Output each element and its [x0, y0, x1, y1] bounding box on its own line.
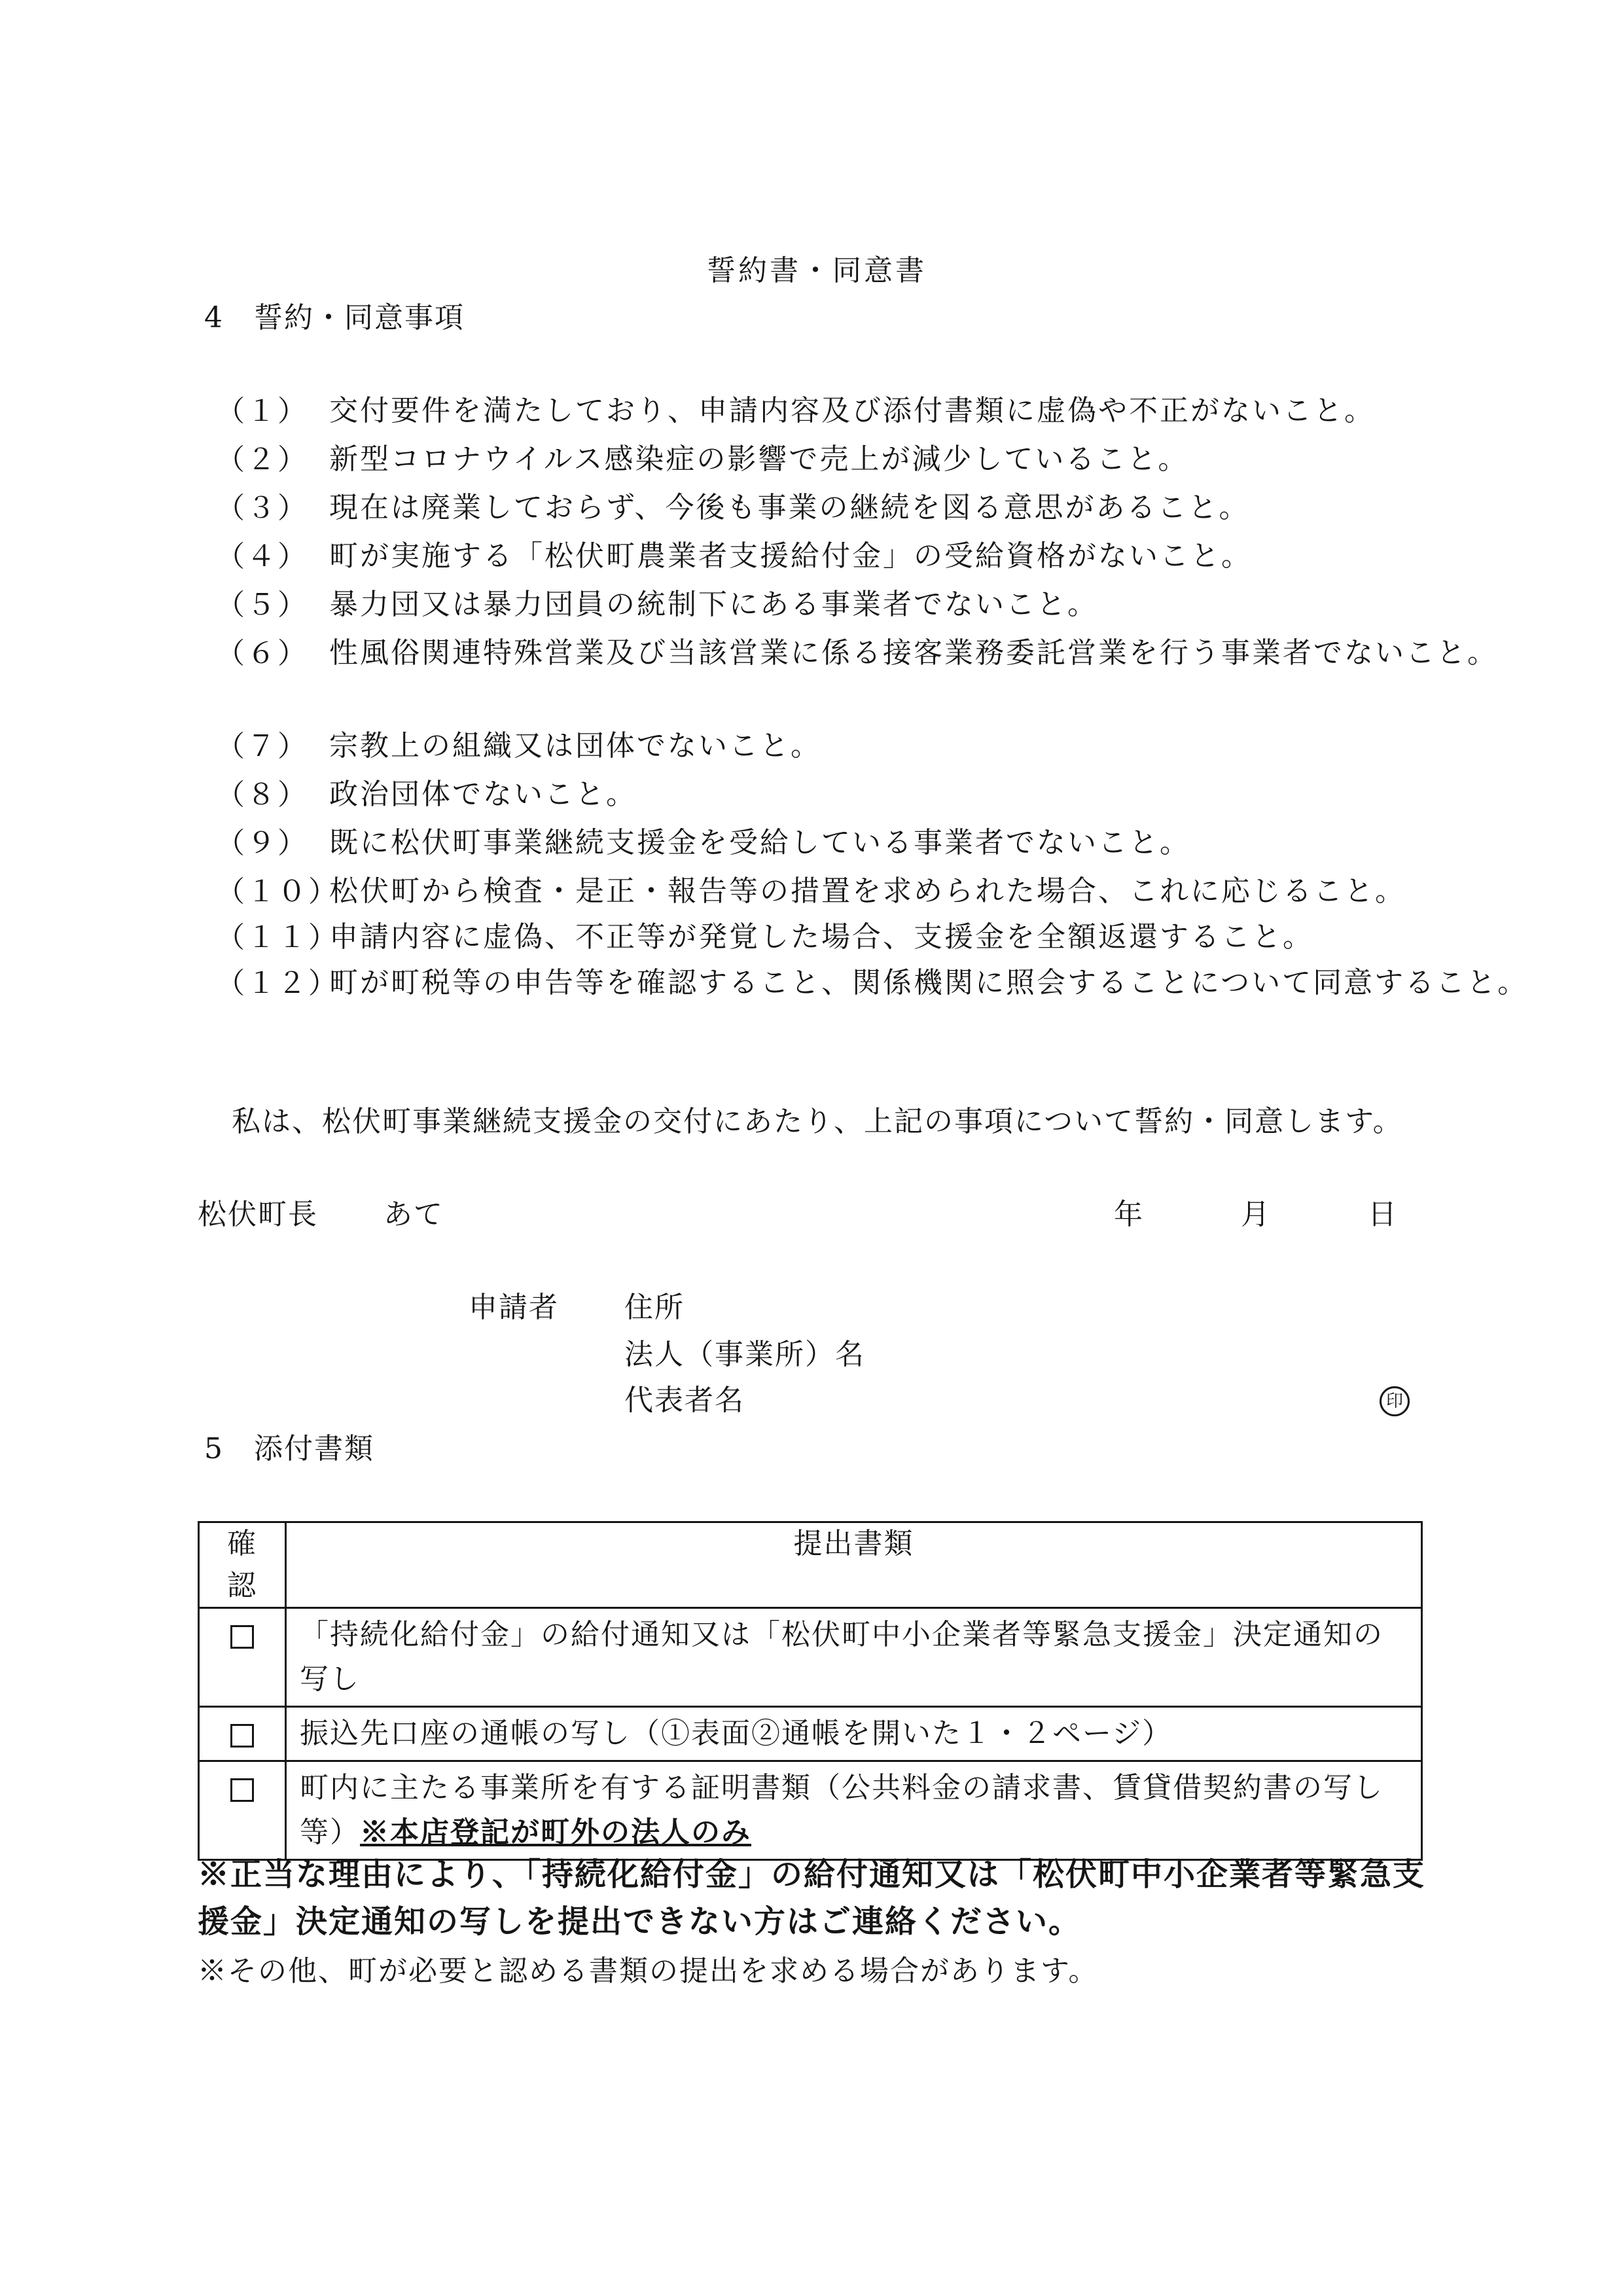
document-cell — [286, 1608, 1422, 1707]
pledge-item-text: 町が町税等の申告等を確認すること、関係機関に照会することについて同意すること。 — [329, 966, 1529, 999]
check-column-header: 確認 — [199, 1522, 286, 1608]
checkbox[interactable] — [230, 1724, 254, 1748]
pledge-item-number: （１２） — [216, 967, 339, 1000]
document-text: 振込先口座の通帳の写し（①表面②通帳を開いた１・２ページ） — [300, 1717, 1173, 1750]
checkbox-cell — [199, 1761, 286, 1860]
document-cell — [286, 1761, 1422, 1860]
pledge-item-text: 現在は廃業しておらず、今後も事業の継続を図る意思があること。 — [329, 491, 1250, 524]
declaration-text: 私は、松伏町事業継続支援金の交付にあたり、上記の事項について誓約・同意します。 — [232, 1105, 1403, 1138]
pledge-item-text: 既に松伏町事業継続支援金を受給している事業者でないこと。 — [329, 826, 1190, 859]
additional-notice: ※その他、町が必要と認める書類の提出を求める場合があります。 — [198, 1954, 1099, 1988]
pledge-item-text: 申請内容に虚偽、不正等が発覚した場合、支援金を全額返還すること。 — [329, 920, 1313, 954]
pledge-item-number: （２） — [216, 443, 308, 476]
pledge-item-number: （６） — [216, 637, 308, 670]
pledge-item-number: （１） — [216, 395, 308, 428]
checkbox[interactable] — [230, 1778, 254, 1802]
pledge-item-text: 交付要件を満たしており、申請内容及び添付書類に虚偽や不正がないこと。 — [329, 394, 1375, 427]
attachments-table — [198, 1521, 1423, 1861]
addressee — [198, 1198, 444, 1232]
document-text: 町内に主たる事業所を有する証明書類（公共料金の請求書、賃貸借契約書の写し等） — [300, 1771, 1383, 1849]
document-title: 誓約書・同意書 — [707, 254, 927, 287]
pledge-item-text: 暴力団又は暴力団員の統制下にある事業者でないこと。 — [329, 588, 1098, 621]
applicant-label: 申請者 — [469, 1291, 559, 1324]
date-month-label: 月 — [1241, 1198, 1270, 1231]
pledge-item-number: （９） — [216, 827, 308, 860]
checkbox[interactable] — [230, 1625, 254, 1649]
section-5-heading: 5 添付書類 — [204, 1432, 374, 1465]
checkbox-cell — [199, 1707, 286, 1761]
company-name-label: 法人（事業所）名 — [624, 1338, 865, 1371]
pledge-item-text: 町が実施する「松伏町農業者支援給付金」の受給資格がないこと。 — [329, 539, 1252, 573]
date-year-label: 年 — [1114, 1198, 1143, 1231]
table-header-row — [199, 1522, 1422, 1608]
pledge-item-text: 新型コロナウイルス感染症の影響で売上が減少していること。 — [329, 442, 1189, 476]
pledge-item-number: （５） — [216, 588, 308, 622]
pledge-item-text: 性風俗関連特殊営業及び当該営業に係る接客業務委託営業を行う事業者でないこと。 — [329, 636, 1498, 670]
document-note: ※本店登記が町外の法人のみ — [360, 1816, 751, 1849]
pledge-item-number: （８） — [216, 778, 308, 812]
pledge-item-text: 松伏町から検査・是正・報告等の措置を求められた場合、これに応じること。 — [329, 874, 1406, 908]
pledge-item-text: 政治団体でないこと。 — [329, 778, 637, 811]
addressee-suffix: あて — [383, 1198, 444, 1231]
document-text: 「持続化給付金」の給付通知又は「松伏町中小企業者等緊急支援金」決定通知の写し — [300, 1618, 1383, 1696]
address-label: 住所 — [624, 1291, 685, 1324]
pledge-item-number: （１０） — [216, 875, 339, 908]
date-day-label: 日 — [1368, 1198, 1397, 1231]
seal-mark: 印 — [1380, 1386, 1410, 1416]
pledge-item-number: （４） — [216, 540, 308, 573]
section-4-heading: 4 誓約・同意事項 — [204, 301, 465, 334]
pledge-item-text: 宗教上の組織又は団体でないこと。 — [329, 729, 821, 762]
table-row — [199, 1761, 1422, 1860]
checkbox-cell — [199, 1608, 286, 1707]
table-row — [199, 1707, 1422, 1761]
table-row — [199, 1608, 1422, 1707]
important-notice: ※正当な理由により、「持続化給付金」の給付通知又は「松伏町中小企業者等緊急支援金」決定通知の写しを提出できない方はご連絡ください。 — [198, 1856, 1426, 1940]
pledge-item-number: （１１） — [216, 921, 339, 954]
document-cell — [286, 1707, 1422, 1761]
pledge-item-number: （７） — [216, 730, 308, 763]
representative-label: 代表者名 — [624, 1384, 745, 1417]
pledge-item-number: （３） — [216, 492, 308, 525]
documents-column-header: 提出書類 — [286, 1522, 1422, 1608]
addressee-name: 松伏町長 — [198, 1198, 318, 1231]
